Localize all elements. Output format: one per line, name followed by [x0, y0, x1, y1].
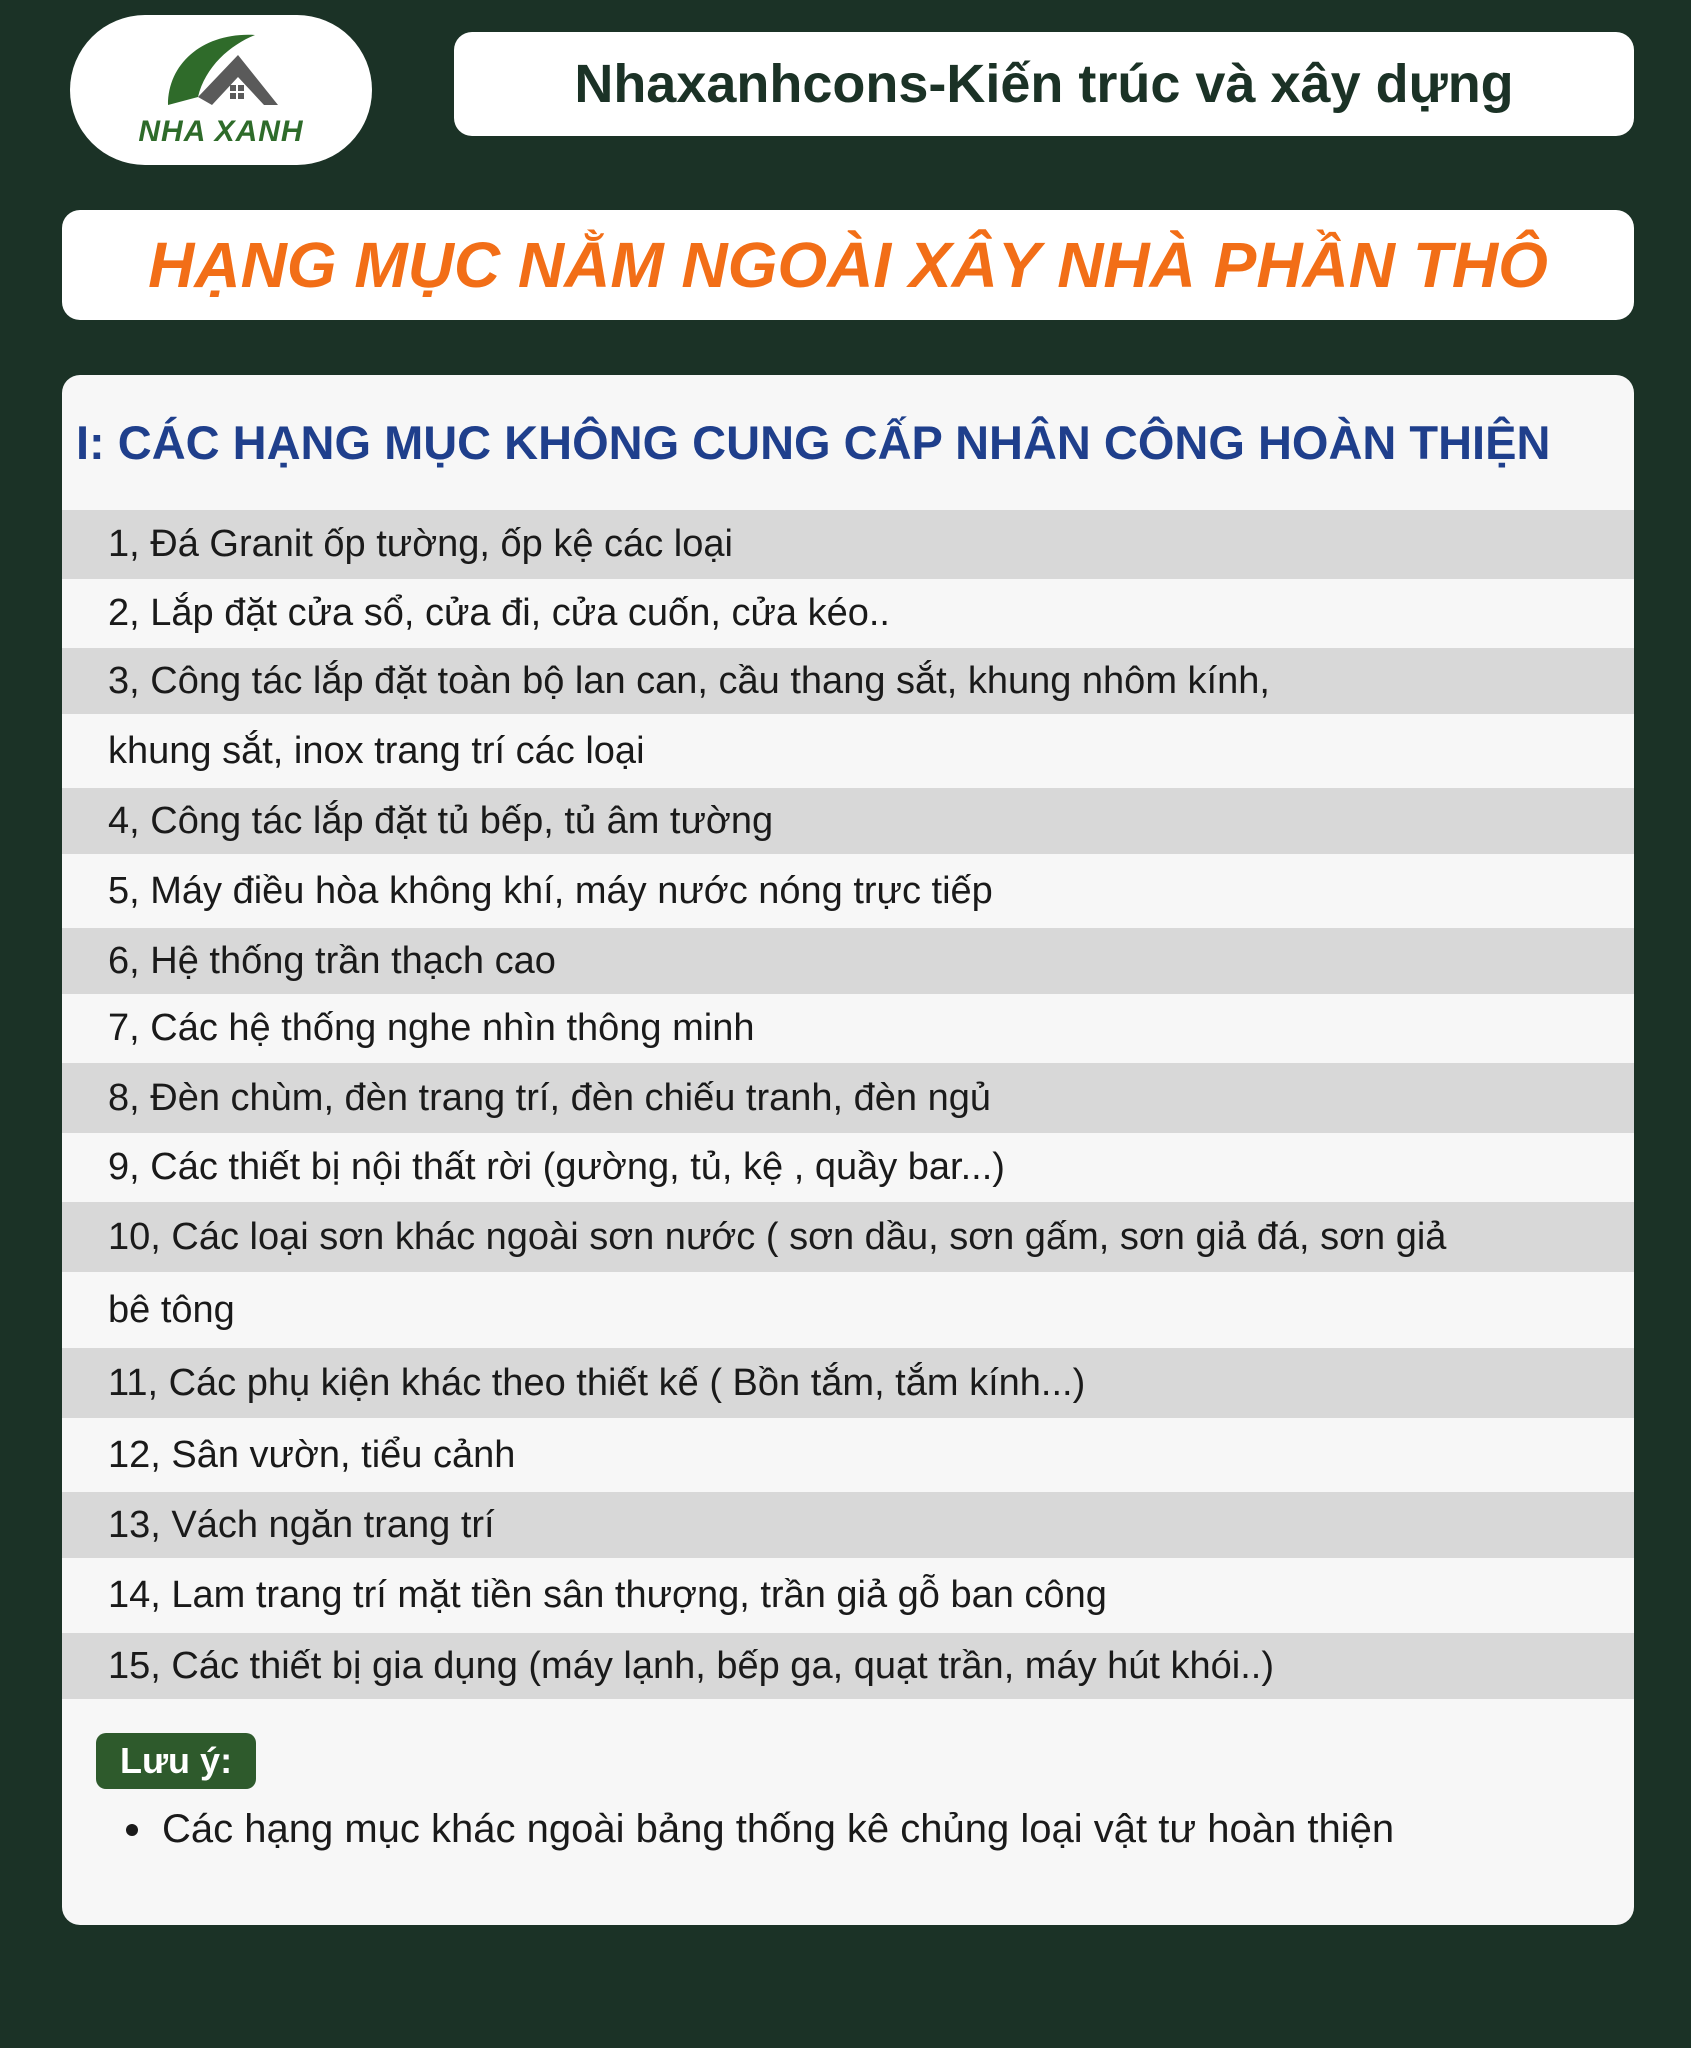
house-leaf-icon: [160, 27, 282, 127]
brand-banner: [454, 32, 1634, 136]
list-item: 7, Các hệ thống nghe nhìn thông minh: [62, 994, 1634, 1063]
note-text: Các hạng mục khác ngoài bảng thống kê chủng loại vật tư hoàn thiện: [162, 1807, 1395, 1851]
list-item: 11, Các phụ kiện khác theo thiết kế ( Bồn tắm, tắm kính...): [62, 1348, 1634, 1418]
content-card: [62, 375, 1634, 1925]
list-item: 6, Hệ thống trần thạch cao: [62, 928, 1634, 994]
logo: [70, 15, 372, 165]
note-badge: Lưu ý:: [96, 1733, 256, 1789]
title-banner: [62, 210, 1634, 320]
note-item: [126, 1807, 1394, 1852]
list-item: 13, Vách ngăn trang trí: [62, 1492, 1634, 1558]
brand-name: Nhaxanhcons-Kiến trúc và xây dựng: [574, 54, 1514, 114]
bullet-icon: [126, 1824, 138, 1836]
list-item: 14, Lam trang trí mặt tiền sân thượng, trần giả gỗ ban công: [62, 1558, 1634, 1633]
list-item: 15, Các thiết bị gia dụng (máy lạnh, bếp ga, quạt trần, máy hút khói..): [62, 1633, 1634, 1699]
list-item: 9, Các thiết bị nội thất rời (gường, tủ, kệ , quầy bar...): [62, 1133, 1634, 1202]
section-heading: I: CÁC HẠNG MỤC KHÔNG CUNG CẤP NHÂN CÔNG HOÀN THIỆN: [76, 416, 1551, 469]
list-item: bê tông: [62, 1272, 1634, 1348]
list-item: 12, Sân vườn, tiểu cảnh: [62, 1418, 1634, 1492]
items-list: [62, 510, 1634, 1699]
list-item: 8, Đèn chùm, đèn trang trí, đèn chiếu tranh, đèn ngủ: [62, 1063, 1634, 1133]
list-item: khung sắt, inox trang trí các loại: [62, 714, 1634, 788]
list-item: 5, Máy điều hòa không khí, máy nước nóng trực tiếp: [62, 854, 1634, 928]
list-item: 4, Công tác lắp đặt tủ bếp, tủ âm tường: [62, 788, 1634, 854]
logo-text: NHA XANH: [138, 115, 304, 148]
list-item: 10, Các loại sơn khác ngoài sơn nước ( sơn dầu, sơn gấm, sơn giả đá, sơn giả: [62, 1202, 1634, 1272]
page-title: HẠNG MỤC NẰM NGOÀI XÂY NHÀ PHẦN THÔ: [148, 229, 1548, 301]
list-item: 3, Công tác lắp đặt toàn bộ lan can, cầu thang sắt, khung nhôm kính,: [62, 648, 1634, 714]
list-item: 1, Đá Granit ốp tường, ốp kệ các loại: [62, 510, 1634, 579]
list-item: 2, Lắp đặt cửa sổ, cửa đi, cửa cuốn, cửa kéo..: [62, 579, 1634, 648]
